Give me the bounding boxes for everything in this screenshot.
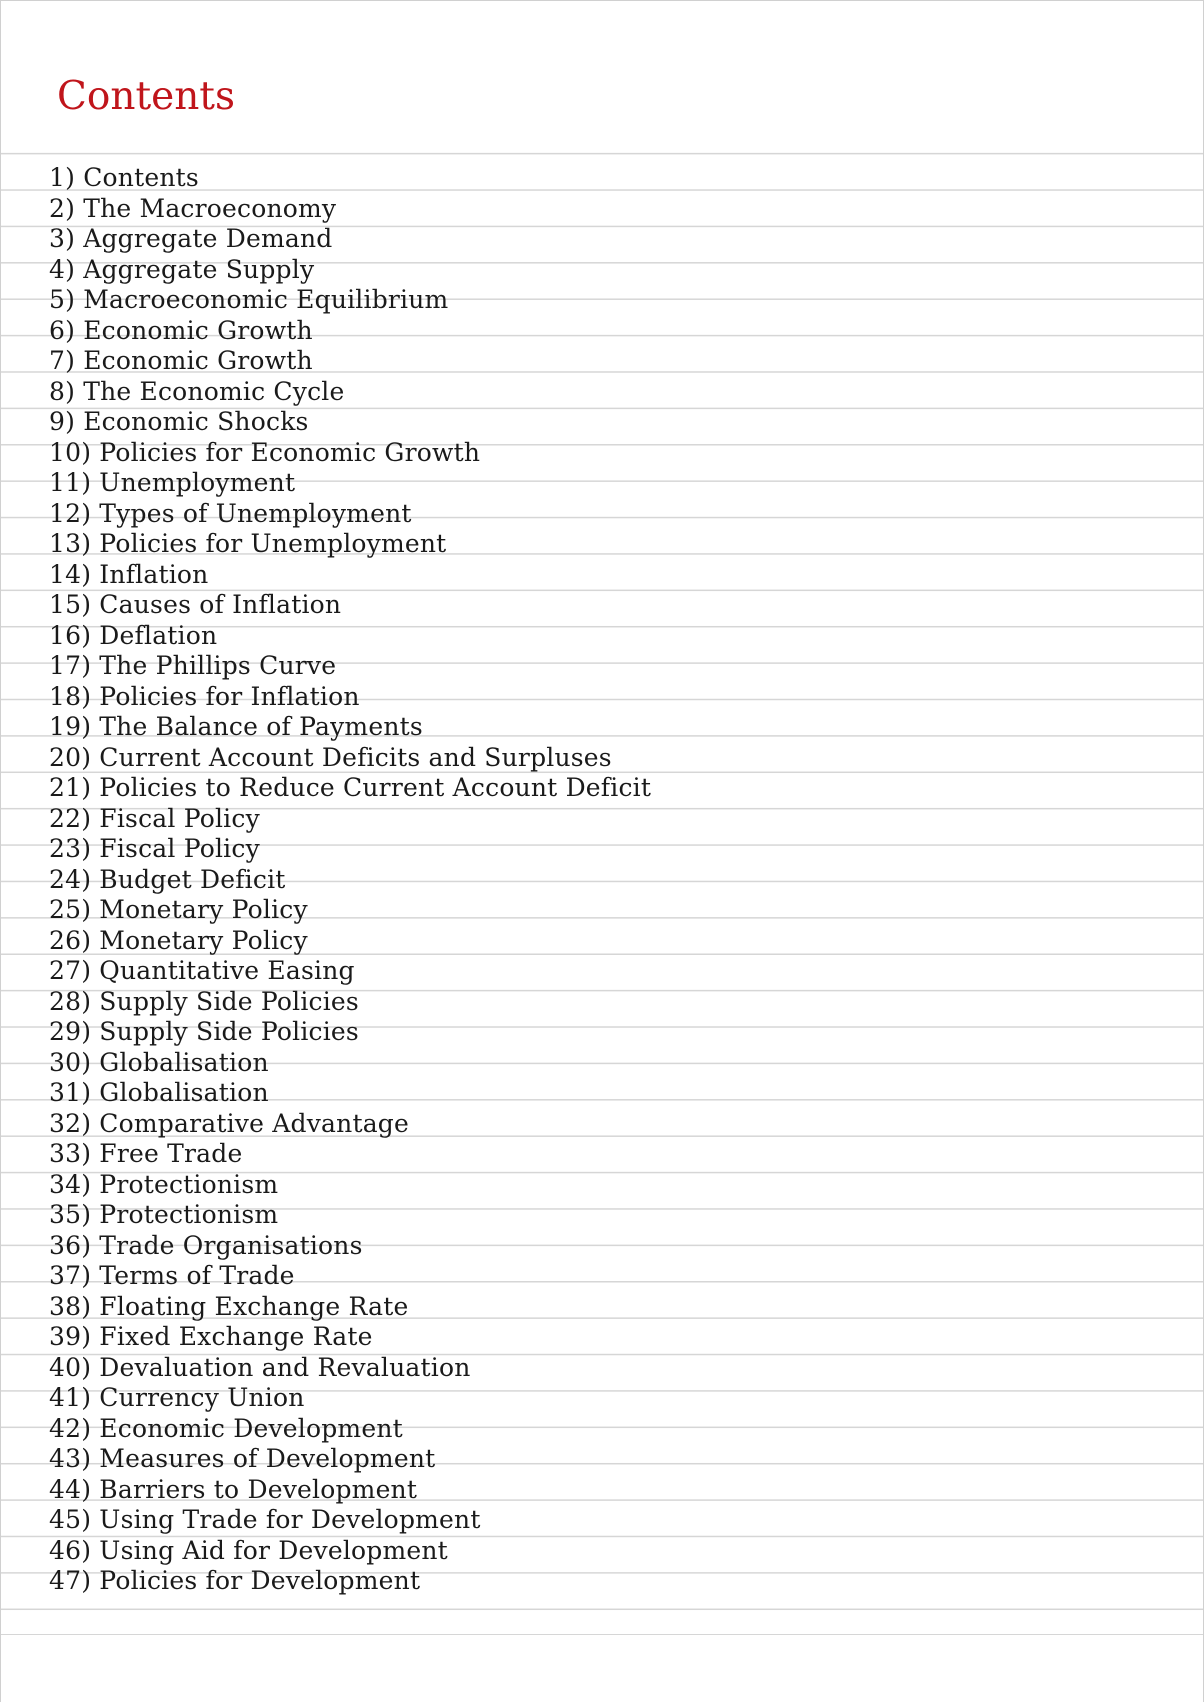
toc-entry: 6) Economic Growth — [49, 315, 313, 345]
toc-entry: 35) Protectionism — [49, 1200, 279, 1229]
toc-entry: 16) Deflation — [49, 620, 218, 650]
toc-entry: 8) The Economic Cycle — [49, 376, 345, 406]
toc-entry: 10) Policies for Economic Growth — [49, 437, 481, 467]
toc-entry: 26) Monetary Policy — [49, 925, 308, 955]
toc-entry: 47) Policies for Development — [49, 1566, 421, 1595]
toc-entry: 34) Protectionism — [49, 1169, 279, 1199]
toc-entry: 41) Currency Union — [49, 1383, 305, 1412]
table-of-contents — [49, 163, 651, 1597]
page-title: Contents — [57, 74, 235, 119]
toc-entry: 25) Monetary Policy — [49, 895, 308, 924]
toc-entry: 46) Using Aid for Development — [49, 1535, 448, 1565]
toc-entry: 9) Economic Shocks — [49, 407, 309, 436]
toc-entry: 23) Fiscal Policy — [49, 834, 260, 863]
page-footer-area — [1, 1635, 1203, 1702]
toc-entry: 11) Unemployment — [49, 468, 296, 497]
toc-entry: 24) Budget Deficit — [49, 864, 286, 894]
toc-entry: 20) Current Account Deficits and Surpluses — [49, 742, 612, 772]
toc-entry: 39) Fixed Exchange Rate — [49, 1322, 373, 1351]
toc-entry: 18) Policies for Inflation — [49, 681, 360, 711]
toc-entry: 36) Trade Organisations — [49, 1230, 363, 1260]
toc-entry: 4) Aggregate Supply — [49, 254, 315, 284]
toc-entry: 3) Aggregate Demand — [49, 224, 333, 253]
toc-entry: 17) The Phillips Curve — [49, 651, 337, 680]
toc-entry: 2) The Macroeconomy — [49, 193, 337, 223]
toc-entry: 5) Macroeconomic Equilibrium — [49, 285, 449, 314]
toc-entry: 31) Globalisation — [49, 1078, 269, 1107]
toc-entry: 19) The Balance of Payments — [49, 712, 423, 741]
toc-entry: 22) Fiscal Policy — [49, 803, 260, 833]
toc-entry: 12) Types of Unemployment — [49, 498, 412, 528]
toc-entry: 7) Economic Growth — [49, 346, 313, 375]
toc-entry: 15) Causes of Inflation — [49, 590, 342, 619]
toc-entry: 37) Terms of Trade — [49, 1261, 295, 1290]
toc-entry: 13) Policies for Unemployment — [49, 529, 447, 558]
toc-entry: 27) Quantitative Easing — [49, 956, 355, 985]
toc-entry: 32) Comparative Advantage — [49, 1108, 410, 1138]
toc-entry: 45) Using Trade for Development — [49, 1505, 481, 1534]
toc-entry: 33) Free Trade — [49, 1139, 243, 1168]
toc-entry: 44) Barriers to Development — [49, 1474, 418, 1504]
toc-entry: 14) Inflation — [49, 559, 209, 589]
toc-entry: 42) Economic Development — [49, 1413, 403, 1443]
toc-entry: 1) Contents — [49, 163, 199, 192]
toc-entry: 30) Globalisation — [49, 1047, 269, 1077]
toc-entry: 21) Policies to Reduce Current Account Deficit — [49, 773, 652, 802]
toc-entry: 29) Supply Side Policies — [49, 1017, 359, 1046]
toc-entry: 43) Measures of Development — [49, 1444, 436, 1473]
toc-entry: 40) Devaluation and Revaluation — [49, 1352, 471, 1382]
toc-entry: 38) Floating Exchange Rate — [49, 1291, 409, 1321]
toc-entry: 28) Supply Side Policies — [49, 986, 359, 1016]
